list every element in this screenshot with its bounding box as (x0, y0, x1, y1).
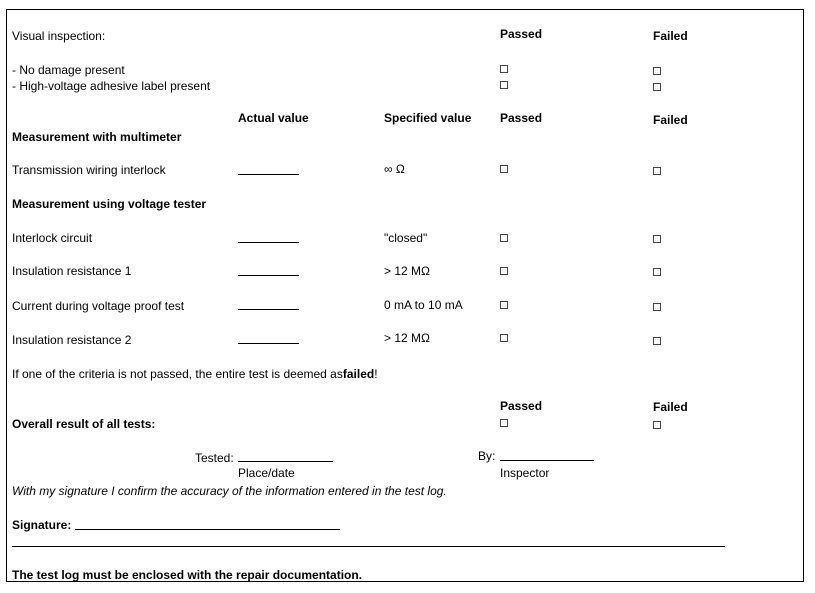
transmission-wiring-actual-field[interactable] (238, 174, 299, 175)
hv-label-passed-checkbox[interactable] (500, 81, 508, 89)
current-proof-specified: 0 mA to 10 mA (384, 298, 463, 312)
interlock-circuit-specified: "closed" (384, 231, 428, 245)
measure-passed-header: Passed (500, 111, 543, 125)
transmission-wiring-passed-checkbox[interactable] (500, 165, 508, 173)
interlock-circuit-failed-checkbox[interactable] (653, 235, 661, 243)
transmission-wiring-specified: ∞ Ω (384, 162, 405, 176)
transmission-wiring-failed-checkbox[interactable] (653, 167, 661, 175)
insulation-1-actual-field[interactable] (238, 275, 299, 276)
criteria-note-suffix: ! (374, 367, 378, 381)
tested-place-date-field[interactable] (238, 461, 333, 462)
row-interlock-circuit-label: Interlock circuit (12, 231, 93, 245)
current-proof-passed-checkbox[interactable] (500, 301, 508, 309)
row-current-proof-label: Current during voltage proof test (12, 299, 185, 313)
overall-passed-header: Passed (500, 399, 543, 413)
inspector-caption: Inspector (500, 466, 550, 480)
actual-value-header: Actual value (238, 111, 309, 125)
by-label: By: (478, 449, 496, 463)
visual-failed-header: Failed (653, 29, 688, 43)
criteria-note (12, 367, 378, 381)
criteria-note-text: If one of the criteria is not passed, the entire test is deemed as (12, 367, 343, 381)
signature-field[interactable] (75, 529, 340, 530)
insulation-2-passed-checkbox[interactable] (500, 334, 508, 342)
signature-label: Signature: (12, 518, 72, 532)
specified-value-header: Specified value (384, 111, 472, 125)
no-damage-passed-checkbox[interactable] (500, 65, 508, 73)
insulation-1-specified: > 12 MΩ (384, 264, 430, 278)
tested-label: Tested: (195, 451, 234, 465)
insulation-1-failed-checkbox[interactable] (653, 268, 661, 276)
multimeter-section-title: Measurement with multimeter (12, 130, 182, 144)
row-insulation-1-label: Insulation resistance 1 (12, 264, 132, 278)
overall-result-label: Overall result of all tests: (12, 417, 156, 431)
insulation-1-passed-checkbox[interactable] (500, 267, 508, 275)
signature-confirmation-text: With my signature I confirm the accuracy of the information entered in the test log. (12, 484, 447, 498)
visual-item-no-damage: - No damage present (12, 63, 125, 77)
criteria-note-failed: failed (342, 367, 375, 381)
row-insulation-2-label: Insulation resistance 2 (12, 333, 132, 347)
no-damage-failed-checkbox[interactable] (653, 67, 661, 75)
row-transmission-wiring-label: Transmission wiring interlock (12, 163, 166, 177)
place-date-caption: Place/date (238, 466, 295, 480)
visual-item-hv-label: - High-voltage adhesive label present (12, 79, 211, 93)
interlock-circuit-actual-field[interactable] (238, 242, 299, 243)
footer-note: The test log must be enclosed with the repair documentation. (12, 568, 363, 582)
hv-label-failed-checkbox[interactable] (653, 83, 661, 91)
current-proof-actual-field[interactable] (238, 309, 299, 310)
insulation-2-failed-checkbox[interactable] (653, 337, 661, 345)
overall-failed-header: Failed (653, 400, 688, 414)
visual-passed-header: Passed (500, 27, 543, 41)
measure-failed-header: Failed (653, 113, 688, 127)
visual-inspection-heading: Visual inspection: (12, 29, 106, 43)
separator-line (12, 546, 725, 547)
overall-passed-checkbox[interactable] (500, 419, 508, 427)
insulation-2-specified: > 12 MΩ (384, 331, 430, 345)
interlock-circuit-passed-checkbox[interactable] (500, 234, 508, 242)
current-proof-failed-checkbox[interactable] (653, 303, 661, 311)
overall-failed-checkbox[interactable] (653, 421, 661, 429)
voltage-tester-section-title: Measurement using voltage tester (12, 197, 207, 211)
insulation-2-actual-field[interactable] (238, 343, 299, 344)
inspector-name-field[interactable] (500, 460, 594, 461)
